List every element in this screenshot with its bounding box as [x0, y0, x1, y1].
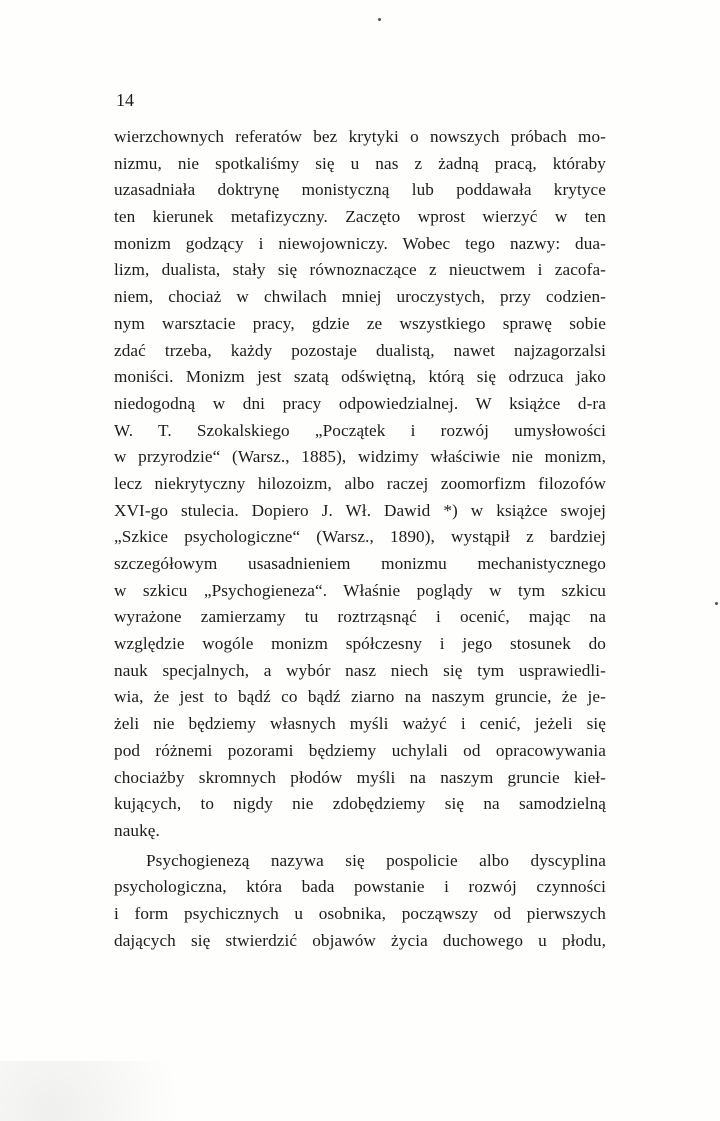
paragraph-start-line: Psychogienezą nazywa się pospolicie albo dyscyplina	[146, 850, 606, 870]
text-line: wia, że jest to bądź co bądź ziarno na naszym gruncie, że je-	[114, 687, 606, 707]
text-line: dających się stwierdzić objawów życia duchowego u płodu,	[114, 930, 606, 950]
text-line: w przyrodzie“ (Warsz., 1885), widzimy właściwie nie monizm,	[114, 447, 606, 467]
text-line: wierzchownych referatów bez krytyki o nowszych próbach mo-	[114, 127, 606, 146]
text-line: chociażby skromnych płodów myśli na naszym gruncie kieł-	[114, 767, 606, 787]
text-line: nizmu, nie spotkaliśmy się u nas z żadną pracą, któraby	[114, 153, 606, 173]
text-line: psychologiczna, która bada powstanie i rozwój czynności	[114, 877, 606, 897]
text-line: niem, chociaż w chwilach mniej uroczystych, przy codzien-	[114, 287, 606, 307]
text-line: szczegółowym usasadnieniem monizmu mechanistycznego	[114, 554, 606, 573]
text-line: uzasadniała doktrynę monistyczną lub poddawała krytyce	[114, 180, 606, 200]
text-line: monizm godzący i niewojowniczy. Wobec tego nazwy: dua-	[114, 233, 606, 253]
text-line: moniści. Monizm jest szatą odświętną, którą się odrzuca jako	[114, 367, 606, 387]
text-line: ten kierunek metafizyczny. Zaczęto wprost wierzyć w ten	[114, 207, 606, 227]
text-line: w szkicu „Psychogieneza“. Właśnie poglądy w tym szkicu	[114, 580, 606, 600]
text-line: nym warsztacie pracy, gdzie ze wszystkiego sprawę sobie	[114, 313, 606, 333]
text-line: niedogodną w dni pracy odpowiedzialnej. W książce d-ra	[114, 393, 606, 413]
text-line: wyrażone zamierzamy tu roztrząsnąć i ocenić, mając na	[114, 607, 606, 627]
text-line: żeli nie będziemy własnych myśli ważyć i cenić, jeżeli się	[114, 714, 606, 734]
text-line: kujących, to nigdy nie zdobędziemy się na samodzielną	[114, 794, 606, 814]
text-line: względzie wogóle monizm spółczesny i jego stosunek do	[114, 634, 606, 654]
scan-speck	[715, 602, 718, 605]
scan-edge-noise	[0, 1061, 260, 1121]
text-line: i form psychicznych u osobnika, począwszy od pierwszych	[114, 903, 606, 923]
text-line: zdać trzeba, każdy pozostaje dualistą, nawet najzagorzalsi	[114, 340, 606, 360]
scan-speck	[378, 18, 381, 21]
text-line: lizm, dualista, stały się równoznaczące z nieuctwem i zacofa-	[114, 260, 606, 280]
text-line: nauk specjalnych, a wybór nasz niech się tym usprawiedli-	[114, 660, 606, 680]
page-number: 14	[116, 90, 134, 110]
text-line: lecz niekrytyczny hilozoizm, albo raczej zoomorfizm filozofów	[114, 473, 606, 493]
paragraph-end-line: naukę.	[114, 820, 160, 840]
text-line: pod różnemi pozorami będziemy uchylali od opracowywania	[114, 740, 606, 760]
text-line: „Szkice psychologiczne“ (Warsz., 1890), wystąpił z bardziej	[114, 527, 606, 547]
text-line: XVI-go stulecia. Dopiero J. Wł. Dawid *) w książce swojej	[114, 500, 606, 520]
body-text	[114, 124, 606, 954]
text-line: W. T. Szokalskiego „Początek i rozwój umysłowości	[114, 420, 606, 440]
